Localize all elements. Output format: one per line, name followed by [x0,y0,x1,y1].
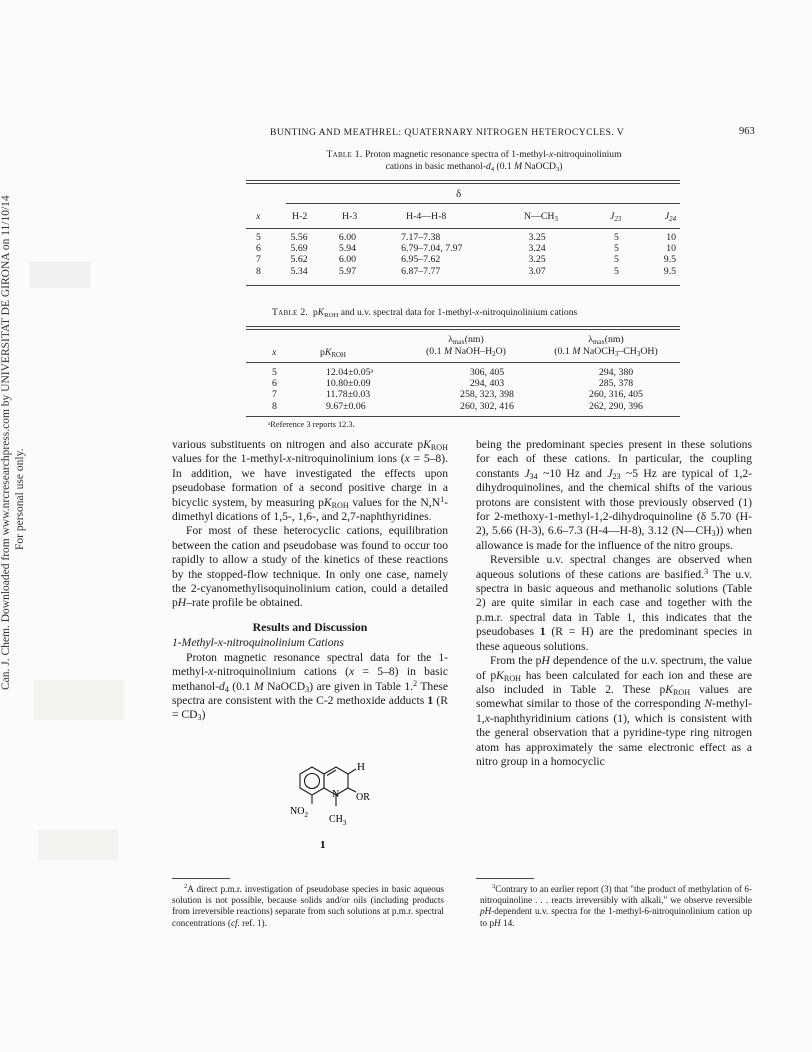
subsection-heading: 1-Methyl-x-nitroquinolinium Cations [172,636,344,650]
footnote-3: $^3$Contrary to an earlier report (3) that "the product of methylation of 6-nitroquinoline . . . reacts irreversibly with alkali," we observe reversible pH-dependent u.v. spectra for the 1-methyl-6-nitroquinolinium cation up to pH 14. [480,883,752,928]
table-cell: 5 [613,254,619,266]
table-row [246,389,680,400]
table1 [246,208,680,224]
table-cell: 9.67±0.06 [326,400,366,412]
table-header: H-4—H-8 [406,210,447,222]
table1-delta: δ [456,188,462,200]
table-cell: 8 [256,265,261,277]
table-cell: 3.25 [528,232,546,243]
paragraph: Proton magnetic resonance spectral data for the 1-methyl-x-nitroquinolinium cations (x = 5–8) in basic methanol-$d_4$ (0.1 M NaOCD$_3$) are given in Table 1.$^2$ These spectra are consistent with the C-2 methoxide adducts 1 $(R = CD_3)$ [172,650,448,723]
table-cell: 10.80±0.09 [326,378,371,390]
table-header: H-3 [342,210,358,222]
table1-caption: Table 1. Proton magnetic resonance spectra of 1-methyl-x-nitroquinolinium cations in basic methanol-$d_4$ (0.1 M NaOCD$_3$) [326,149,622,173]
table-header-row [246,208,680,224]
table-row [246,266,680,277]
watermark-line-2: For personal use only. [14,448,26,550]
table-cell: 9.5 [663,265,676,277]
table-cell: 5.56 [290,232,308,243]
table-cell: 306, 405 [469,367,505,378]
table-header: $\lambda_{max}(nm)$ (0.1 M NaOH–$H_2O$) [426,334,506,358]
table1-body [246,232,680,277]
table-cell: 8 [272,400,277,412]
download-watermark [0,195,28,690]
table-cell: 3.24 [528,243,546,255]
table-cell: 5 [256,232,261,243]
footnote-2: $^2$A direct p.m.r. investigation of pseudobase species in basic aqueous solution is not possible, because solids and/or oils (including products from irreversible reactions) separate from such solutions at p.m.r. spectral concentrations (cf. ref. 1). [172,883,444,928]
table-cell: 5.69 [290,243,308,255]
table-cell: 5 [613,243,619,255]
table-header: $\lambda_{max}(nm)$ (0.1 M $NaOCH_3-CH_3OH$) [554,334,658,358]
table-cell: 260, 316, 405 [589,389,643,401]
table-header: x [272,347,277,358]
table-header: $J_{24}$ [664,210,676,223]
compound-number: 1 [320,839,326,851]
table-cell: 6 [256,243,261,255]
table-header: x [256,210,261,222]
paragraph: various substituents on nitrogen and also accurate $pK_{ROH}$ values for the 1-methyl-x-nitroquinolinium ions (x = 5–8). In addition, we have investigated the effects upon pseudobase formation of a second positive charge in a bicyclic system, by measuring $pK_{ROH}$ values for the $N,N^1$-dimethyl dications of 1,5-, 1,6-, and 2,7-naphthyridines. [172,438,448,524]
table-cell: 7 [272,389,277,401]
table-cell: 5 [613,265,619,277]
table-header: $J_{23}$ [610,210,622,223]
table-cell: 6.00 [338,254,357,266]
label-OR: OR [356,792,370,803]
table-cell: 5.97 [338,265,357,277]
table-cell: 6.79–7.04, 7.97 [401,243,463,255]
running-title: BUNTING AND MEATHREL: QUATERNARY NITROGEN HETEROCYCLES. V [270,127,625,138]
table-cell: 285, 378 [598,378,634,390]
table2-rows [246,367,680,412]
table1-label: Table 1. [326,149,363,160]
table-cell: 5.34 [290,265,308,277]
table-cell: 5.62 [290,254,308,266]
table-cell: 260, 302, 416 [460,400,514,412]
table2-label: Table 2. [272,307,309,318]
table-cell: 6.95–7.62 [401,254,441,266]
scan-smudge [34,680,124,720]
table-cell: 262, 290, 396 [589,400,643,412]
table-row [246,401,680,412]
table-cell: 3.25 [528,254,546,266]
table-cell: 10 [666,243,676,255]
label-CH3: $CH_3$ [329,814,347,827]
table-header: $pK_{ROH}$ [320,347,346,359]
paragraph: Reversible u.v. spectral changes are observed when aqueous solutions of these cations are basified.$^3$ The u.v. spectra in basic aqueous and methanolic solutions (Table 2) are quite similar in each case and together with the p.m.r. spectral data in Table 1, this indicates that the pseudobases 1 (R = H) are the predominant species in these aqueous solutions. [476,553,753,653]
label-NO2: $NO_2$ [290,806,308,819]
page-number: 963 [739,126,755,137]
table-cell: 11.78±0.03 [326,389,371,401]
table-cell: 9.5 [663,254,676,266]
table-cell: 5.94 [338,243,357,255]
table-cell: 6.87–7.77 [401,265,441,277]
table-cell: 258, 323, 398 [460,389,514,401]
table-cell: 7 [256,254,261,266]
table-header: H-2 [292,210,308,222]
table1-grid [246,208,680,224]
table-cell: 6.00 [338,232,357,243]
table-cell: 7.17–7.38 [401,232,441,243]
table-cell: 3.07 [528,265,546,277]
paragraph: For most of these heterocyclic cations, equilibration between the cation and pseudobase was found to occur too rapidly to allow a study of the kinetics of these reactions by the stopped-flow technique. In only one case, namely the 2-cyanomethylisoquinolinium cation, could a detailed pH–rate profile be obtained. [172,524,448,610]
right-column [476,438,752,769]
table2-body [246,367,680,412]
label-N: N [332,789,340,800]
label-H: H [357,761,365,773]
scan-smudge [38,830,118,860]
paragraph: being the predominant species present in these solutions for each of these cations. In particular, the coupling constants $J_{34}$ ~10 Hz and $J_{23}$ ~5 Hz are typical of 1,2-dihydroquinolines, and the chemical shifts of the various protons are consistent with those previously observed (1) for 2-methoxy-1-methyl-1,2-dihydroquinoline (δ 5.70 (H-2), 5.66 (H-3), 6.6–7.3 (H-4—H-8), 3.12 $(N—CH_3)$) when allowance is made for the influence of the nitro groups. [476,438,753,552]
table-header: $N—CH_3$ [524,210,558,223]
table1-rows [246,232,680,277]
table-cell: 294, 380 [598,367,634,378]
table-row [246,367,680,378]
structure-1-diagram [282,760,382,852]
table-row [246,232,680,243]
watermark-line-1: Can. J. Chem. Downloaded from www.nrcresearchpress.com by UNIVERSITAT DE GIRONA on 11/10/14 [0,195,12,690]
left-column [172,438,448,723]
scan-smudge [30,262,90,288]
table-row [246,254,680,265]
paragraph: From the pH dependence of the u.v. spectrum, the value of $pK_{ROH}$ has been calculated for each ion and these are also included in Table 2. These $pK_{ROH}$ values are somewhat similar to those of the corresponding N-methyl-1,x-naphthyridinium cations (1), which is consistent with the general observation that a pyridine-type ring nitrogen atom has approximately the same electronic effect as a nitro group in a homocyclic [476,654,752,768]
table-cell: 6 [272,378,277,390]
table2-footnote: ᵃReference 3 reports 12.3. [268,420,355,429]
table-row [246,378,680,389]
table-cell: 294, 403 [469,378,505,390]
table-row [246,243,680,254]
section-heading: Results and Discussion [252,619,368,634]
table2-caption: Table 2. $pK_{ROH}$ and u.v. spectral data for 1-methyl-x-nitroquinolinium cations [272,307,578,319]
table-cell: 10 [666,232,676,243]
table-cell: 5 [272,367,277,378]
table-cell: 12.04±0.05ᵃ [326,367,374,378]
table-cell: 5 [613,232,619,243]
